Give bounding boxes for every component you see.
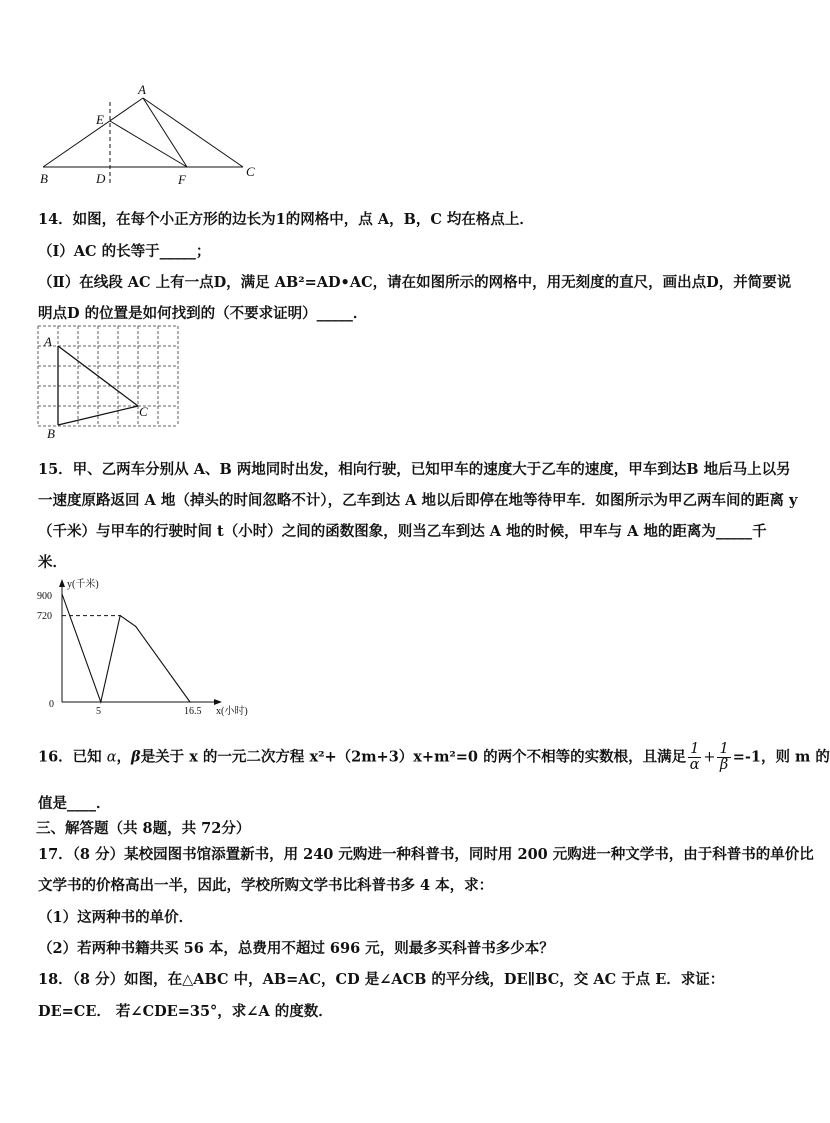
q18-line2: DE=CE． 若∠CDE=35°，求∠A 的度数．: [38, 1003, 333, 1020]
alpha-symbol: α: [106, 749, 117, 766]
data-point: [120, 615, 121, 616]
segment-ef: [110, 121, 187, 167]
label-a: A: [44, 334, 52, 349]
x-tick-5: 5: [96, 706, 101, 717]
origin-label: 0: [49, 699, 54, 710]
data-point: [189, 701, 190, 702]
segment-ba: [43, 98, 143, 167]
y-tick-900: 900: [37, 591, 52, 602]
section-title: 三、解答题（共 8题，共 72分）: [36, 820, 251, 837]
q17-line2: 文学书的价格高出一半，因此，学校所购文学书比科普书多 4 本，求：: [38, 877, 494, 894]
distance-time-chart: [36, 572, 266, 722]
q16-comma: ，: [116, 748, 132, 766]
label-b: B: [40, 171, 48, 186]
y-axis-arrow: [59, 579, 65, 587]
segment-af: [143, 98, 187, 167]
q16-line2: 值是____．: [38, 795, 111, 812]
fraction-one-over-alpha: $\frac{1}{\alpha}$: [689, 741, 700, 773]
q15-line4: 米．: [38, 554, 67, 571]
data-point: [135, 626, 136, 627]
plus-sign: +: [703, 749, 716, 766]
fraction-one-over-beta: $\frac{1}{\beta}$: [719, 741, 729, 773]
q14-part2-line1: （Ⅱ）在线段 AC 上有一点D，满足 AB²=AD•AC，请在如图所示的网格中，用无刻度的直尺，画出点D，并简要说: [38, 274, 792, 291]
triangle-figure: [30, 80, 270, 190]
q14-stem: 14．如图，在每个小正方形的边长为1的网格中，点 A，B，C 均在格点上．: [38, 211, 534, 228]
q17-part2: （2）若两种书籍共买 56 本，总费用不超过 696 元，则最多买科普书多少本？: [38, 940, 554, 957]
beta-symbol: β: [131, 748, 141, 766]
y-axis-label: y(千米): [67, 579, 99, 590]
label-f: F: [178, 172, 186, 187]
label-c: C: [139, 404, 148, 419]
x-tick-16-5: 16.5: [184, 706, 202, 717]
data-point: [61, 593, 62, 594]
y-tick-720: 720: [37, 611, 52, 622]
x-axis-label: x(小时): [216, 706, 248, 717]
q16-part-c: =-1，则 m 的: [732, 748, 830, 766]
q17-line1: 17．（8 分）某校园图书馆添置新书，用 240 元购进一种科普书，同时用 200 元购进一种文学书，由于科普书的单价比: [38, 846, 814, 863]
segment-ac: [143, 98, 243, 167]
label-d: D: [96, 171, 106, 186]
q16-part-b: 是关于 x 的一元二次方程 x²+（2m+3）x+m²=0 的两个不相等的实数根，且满足: [140, 748, 687, 766]
label-b: B: [47, 426, 55, 441]
q14-part2-line2: 明点D 的位置是如何找到的（不要求证明）_____．: [38, 305, 368, 322]
label-a: A: [138, 82, 146, 97]
grid-figure: [36, 326, 184, 448]
distance-line: [62, 594, 190, 702]
data-point: [100, 701, 101, 702]
q16-line1: [38, 742, 830, 773]
q18-line1: 18．（8 分）如图，在△ABC 中，AB=AC，CD 是∠ACB 的平分线，DE∥BC，交 AC 于点 E．求证：: [38, 971, 725, 988]
q17-part1: （1）这两种书的单价．: [38, 909, 194, 926]
q15-line1: 15．甲、乙两车分别从 A、B 两地同时出发，相向行驶，已知甲车的速度大于乙车的速度，甲车到达B 地后马上以另: [38, 461, 791, 478]
q15-line2: 一速度原路返回 A 地（掉头的时间忽略不计），乙车到达 A 地以后即停在地等待甲车．如图所示为甲乙两车间的距离 y: [38, 492, 798, 509]
label-c: C: [246, 164, 255, 179]
x-axis-arrow: [214, 699, 222, 705]
q16-part-a: 16．已知: [38, 748, 102, 766]
label-e: E: [96, 112, 104, 127]
q14-part1: （Ⅰ）AC 的长等于_____；: [38, 243, 211, 260]
q15-line3: （千米）与甲车的行驶时间 t（小时）之间的函数图象，则当乙车到达 A 地的时候，甲车与 A 地的距离为_____千: [38, 523, 767, 540]
